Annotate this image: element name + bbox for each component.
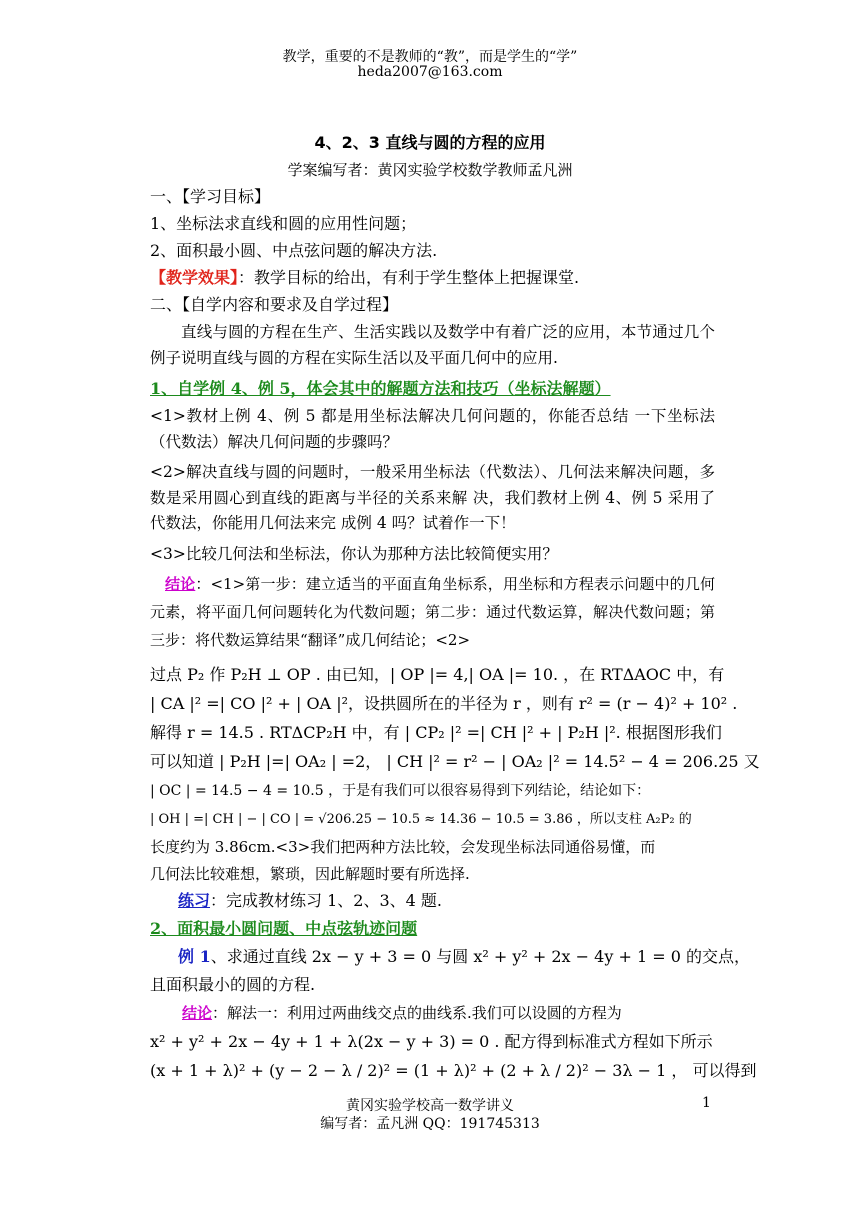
effect-text: ：教学目标的给出，有利于学生整体上把握课堂. [238, 268, 580, 287]
goal-2: 2、面积最小圆、中点弦问题的解决方法. [150, 241, 438, 260]
conclusion-line-5: | CA |² =| CO |² + | OA |²，设拱圆所在的半径为 r ，则有 r² = (r − 4)² + 10² . [150, 694, 738, 713]
subsection-1-heading: 1、自学例 4、例 5，体会其中的解题方法和技巧（坐标法解题） [150, 379, 611, 398]
teaching-effect [150, 267, 730, 289]
conclusion2-line-3: (x + 1 + λ)² + (y − 2 − λ / 2)² = (1 + λ)² + (2 + λ / 2)² − 3λ − 1 ， 可以得到 [150, 1061, 757, 1080]
practice-line [178, 890, 758, 912]
question-3: <3>比较几何法和坐标法，你认为那种方法比较简便实用？ [150, 545, 558, 563]
example-1-text: 、求通过直线 2x − y + 3 = 0 与圆 x² + y² + 2x − 4y + 1 = 0 的交点， [210, 947, 750, 966]
intro-paragraph: 直线与圆的方程在生产、生活实践以及数学中有着广泛的应用，本节通过几个例子说明直线与圆的方程在实际生活以及平面几何中的应用. [150, 323, 715, 367]
footer-school: 黄冈实验学校高一数学讲义 [346, 1098, 514, 1114]
practice-label: 练习 [178, 891, 211, 910]
example-1-line-1 [178, 946, 758, 968]
conclusion2-label: 结论 [182, 1004, 213, 1022]
practice-text: ：完成教材练习 1、2、3、4 题. [210, 891, 442, 910]
author-line: 学案编写者：黄冈实验学校数学教师孟凡洲 [287, 161, 573, 179]
page-number: 1 [702, 1095, 711, 1111]
conclusion-line-10: 长度约为 3.86cm.<3>我们把两种方法比较，会发现坐标法同通俗易懂，而 [150, 838, 656, 856]
conclusion-line-4: 过点 P₂ 作 P₂H ⊥ OP . 由已知，| OP |= 4,| OA |= 10. ，在 RTΔAOC 中，有 [150, 665, 725, 684]
example-1-line-2: 且面积最小的圆的方程. [150, 975, 316, 994]
section2-heading: 二、【自学内容和要求及自学过程】 [150, 295, 399, 314]
page-title: 4、2、3 直线与圆的方程的应用 [314, 133, 546, 152]
conclusion-line-6: 解得 r = 14.5 . RTΔCP₂H 中，有 | CP₂ |² =| CH |² + | P₂H |². 根据图形我们 [150, 723, 722, 742]
conclusion-text: ：<1>第一步：建立适当的平面直角坐标系，用坐标和方程表示问题中的几何元素，将平面几何问题转化为代数问题；第二步：通过代数运算，解决代数问题；第三步：将代数运算结果“翻译”成几何结论；<2> [150, 575, 715, 649]
conclusion-line-9: | OH | =| CH | − | CO | = √206.25 − 10.5 ≈ 14.36 − 10.5 = 3.86 ，所以支柱 A₂P₂ 的 [150, 812, 692, 827]
conclusion-line-11: 几何法比较难想，繁琐，因此解题时要有所选择. [150, 865, 470, 883]
question-2: <2>解决直线与圆的问题时，一般采用坐标法（代数法）、几何法来解决问题，多数是采用圆心到直线的距离与半径的关系来解 决，我们教材上例 4、例 5 采用了代数法，你能用几何法来完 成例 4 吗？试着作一下！ [150, 463, 715, 532]
conclusion2-line-1 [182, 1002, 762, 1024]
effect-label: 【教学效果】 [150, 268, 239, 287]
conclusion-label: 结论 [165, 575, 196, 593]
subsection-2-heading: 2、面积最小圆问题、中点弦轨迹问题 [150, 919, 418, 938]
conclusion-paragraph [150, 570, 715, 654]
conclusion2-text: ：解法一：利用过两曲线交点的曲线系.我们可以设圆的方程为 [212, 1004, 622, 1022]
footer-author: 编写者：孟凡洲 QQ：191745313 [320, 1116, 540, 1132]
conclusion2-line-2: x² + y² + 2x − 4y + 1 + λ(2x − y + 3) = 0 . 配方得到标准式方程如下所示 [150, 1032, 713, 1051]
header-motto: 教学，重要的不是教师的“教”，而是学生的“学” [282, 49, 578, 65]
conclusion-line-8: | OC | = 14.5 − 4 = 10.5 ，于是有我们可以很容易得到下列结论，结论如下： [150, 783, 651, 799]
goal-1: 1、坐标法求直线和圆的应用性问题； [150, 214, 417, 233]
header-email: heda2007@163.com [357, 64, 503, 80]
question-1: <1>教材上例 4、例 5 都是用坐标法解决几何问题的，你能否总结 一下坐标法（代数法）解决几何问题的步骤吗？ [150, 407, 715, 451]
conclusion-line-7: 可以知道 | P₂H |=| OA₂ | =2， | CH |² = r² − | OA₂ |² = 14.5² − 4 = 206.25 又 [150, 752, 760, 771]
example-1-label: 例 1 [178, 947, 211, 966]
section1-heading: 一、【学习目标】 [150, 187, 271, 206]
